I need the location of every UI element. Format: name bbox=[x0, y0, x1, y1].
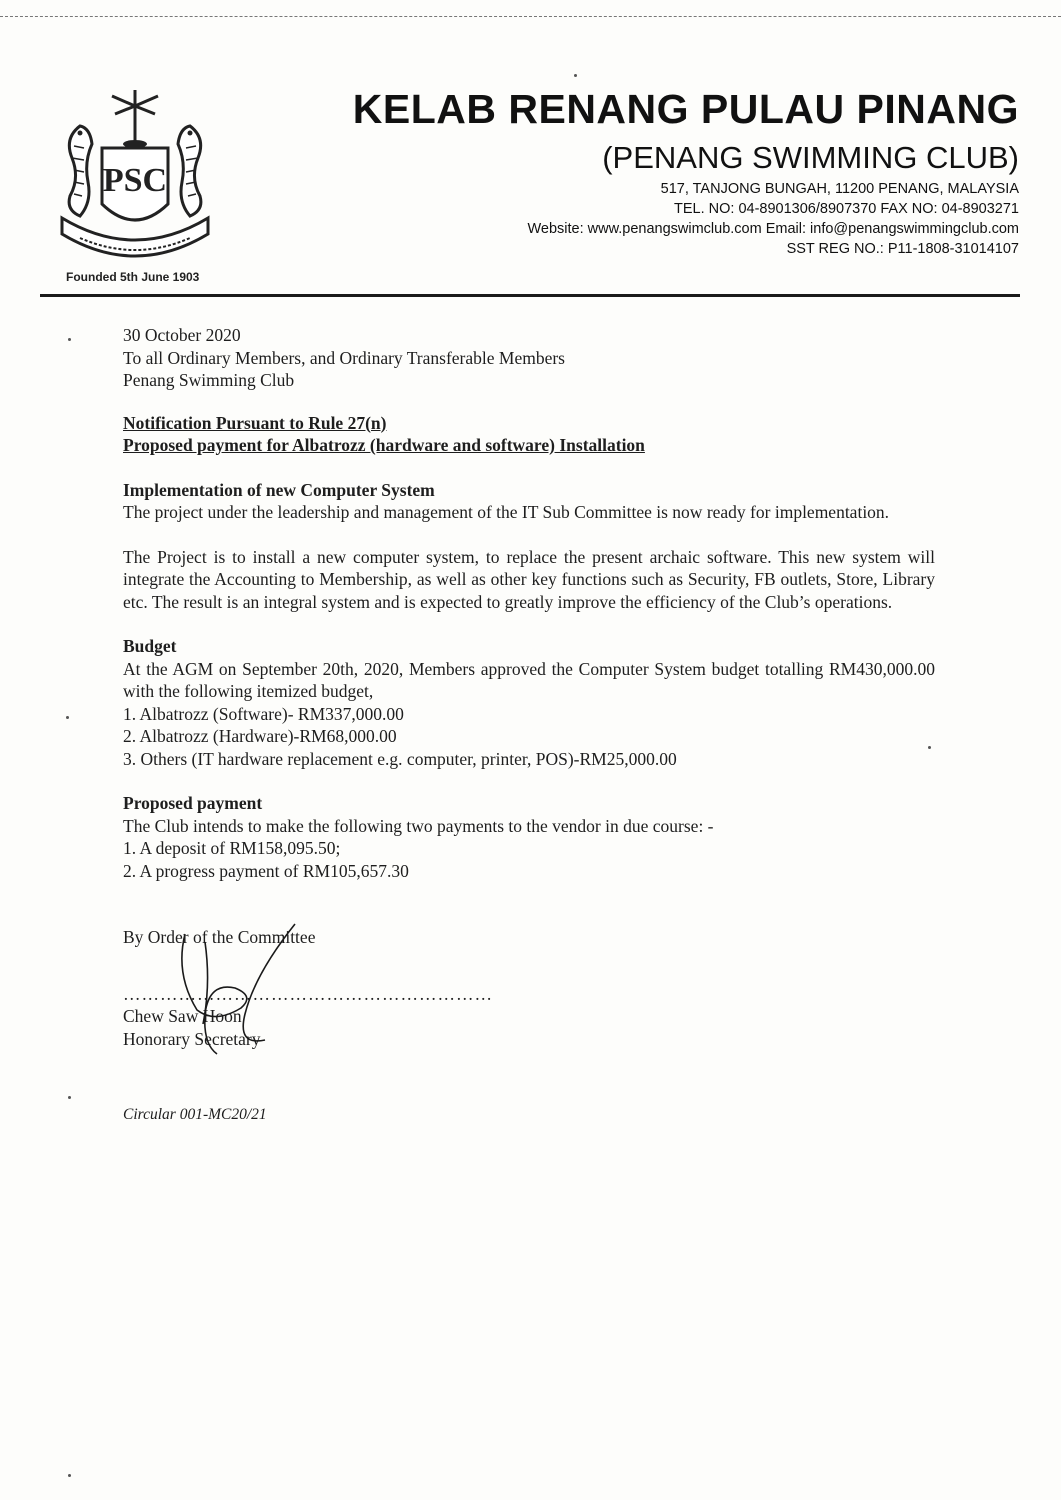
svg-text:PSC: PSC bbox=[102, 162, 168, 199]
club-name-malay: KELAB RENANG PULAU PINANG bbox=[352, 86, 1019, 132]
recipient-block bbox=[123, 347, 935, 392]
signatory-title: Honorary Secretary bbox=[123, 1028, 261, 1049]
club-phone-fax: TEL. NO: 04-8901306/8907370 FAX NO: 04-8903271 bbox=[673, 201, 1019, 217]
list-item: 3. Others (IT hardware replacement e.g. computer, printer, POS)-RM25,000.00 bbox=[123, 748, 677, 769]
paragraph: The project under the leadership and management of the IT Sub Committee is now ready for implementation. bbox=[123, 502, 890, 522]
paragraph: The Project is to install a new computer system, to replace the present archaic software. This new system will integrate the Accounting to Membership, as well as other key functions such as Security, FB outlets, Store, Library etc. The result is an integral system and is expected to greatly improve the efficiency of the Club’s operations. bbox=[123, 546, 935, 612]
club-web-email: Website: www.penangswimclub.com Email: info@penangswimmingclub.com bbox=[527, 221, 1019, 237]
subject-line: Notification Pursuant to Rule 27(n) bbox=[123, 412, 387, 433]
list-item: 1. Albatrozz (Software)- RM337,000.00 bbox=[123, 703, 404, 724]
club-name-english: (PENANG SWIMMING CLUB) bbox=[602, 140, 1019, 175]
subject-line: Proposed payment for Albatrozz (hardware and software) Installation bbox=[123, 435, 645, 455]
section-heading: Budget bbox=[123, 636, 177, 656]
section-heading: Proposed payment bbox=[123, 793, 263, 813]
paragraph: At the AGM on September 20th, 2020, Members approved the Computer System budget totalling RM430,000.00 with the following itemized budget, bbox=[123, 658, 935, 701]
club-crest-logo bbox=[50, 86, 220, 266]
list-item: 2. Albatrozz (Hardware)-RM68,000.00 bbox=[123, 726, 397, 746]
club-sst-number: SST REG NO.: P11-1808-31014107 bbox=[786, 241, 1019, 257]
signatory-name: Chew Saw Hoon bbox=[123, 1006, 242, 1026]
signature-block bbox=[123, 926, 935, 1066]
circular-reference: Circular 001-MC20/21 bbox=[123, 1106, 267, 1123]
scan-speck bbox=[66, 716, 69, 719]
scan-speck bbox=[928, 746, 931, 749]
scan-speck bbox=[574, 74, 577, 77]
recipient-line: Penang Swimming Club bbox=[123, 370, 295, 390]
handwritten-signature bbox=[145, 914, 335, 1064]
header-divider bbox=[40, 294, 1020, 297]
letter-body bbox=[123, 324, 935, 1127]
list-item: 1. A deposit of RM158,095.50; bbox=[123, 838, 341, 858]
scan-speck bbox=[68, 338, 71, 341]
closing-line: By Order of the Committee bbox=[123, 927, 316, 947]
scan-border bbox=[0, 16, 1061, 18]
section-heading: Implementation of new Computer System bbox=[123, 479, 435, 500]
letter-date: 30 October 2020 bbox=[123, 325, 241, 345]
scan-speck bbox=[68, 1474, 71, 1477]
scan-speck bbox=[68, 1096, 71, 1099]
list-item: 2. A progress payment of RM105,657.30 bbox=[123, 860, 409, 881]
recipient-line: To all Ordinary Members, and Ordinary Transferable Members bbox=[123, 347, 565, 368]
club-address: 517, TANJONG BUNGAH, 11200 PENANG, MALAYSIA bbox=[660, 181, 1019, 197]
signature-line: …………………………………………………… bbox=[123, 983, 493, 1004]
paragraph: The Club intends to make the following two payments to the vendor in due course: - bbox=[123, 815, 714, 836]
founded-date: Founded 5th June 1903 bbox=[66, 270, 200, 284]
